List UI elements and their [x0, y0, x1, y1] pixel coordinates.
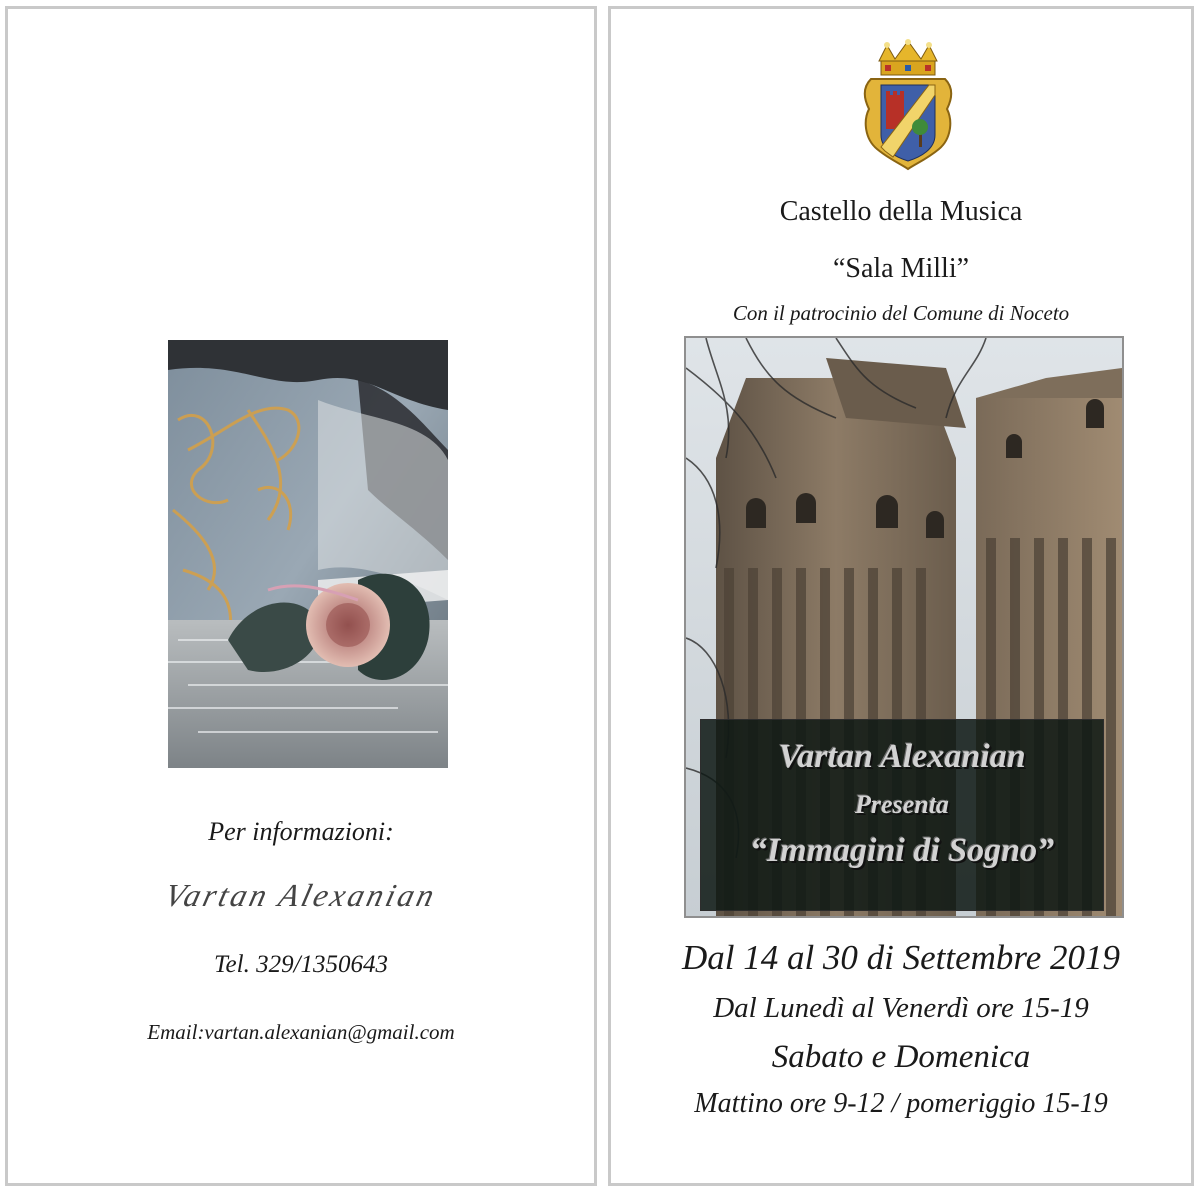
left-brochure-panel	[5, 6, 597, 1186]
weekend-hours: Mattino ore 9-12 / pomeriggio 15-19	[694, 1088, 1108, 1119]
coat-of-arms-icon	[859, 39, 957, 171]
phone-number: Tel. 329/1350643	[213, 951, 389, 978]
exhibition-dates: Dal 14 al 30 di Settembre 2019	[681, 938, 1121, 977]
hall-name: “Sala Milli”	[832, 253, 970, 284]
exhibition-title-box	[700, 719, 1104, 911]
weekend-label: Sabato e Domenica	[771, 1039, 1031, 1075]
email-address: Email:vartan.alexanian@gmail.com	[147, 1020, 455, 1044]
weekday-hours: Dal Lunedì al Venerdì ore 15-19	[713, 992, 1089, 1024]
info-heading: Per informazioni:	[208, 817, 394, 846]
castle-tower-photo	[684, 336, 1124, 918]
rose-collage-artwork	[168, 340, 448, 768]
exhibition-title: “Immagini di Sogno”	[749, 832, 1055, 869]
patronage-line: Con il patrocinio del Comune di Noceto	[732, 301, 1070, 325]
right-brochure-panel	[608, 6, 1194, 1186]
contact-name-signature: Vartan Alexanian	[161, 877, 441, 913]
artist-name: Vartan Alexanian	[778, 738, 1026, 775]
presents-label: Presenta	[855, 790, 949, 819]
venue-name: Castello della Musica	[779, 196, 1023, 227]
